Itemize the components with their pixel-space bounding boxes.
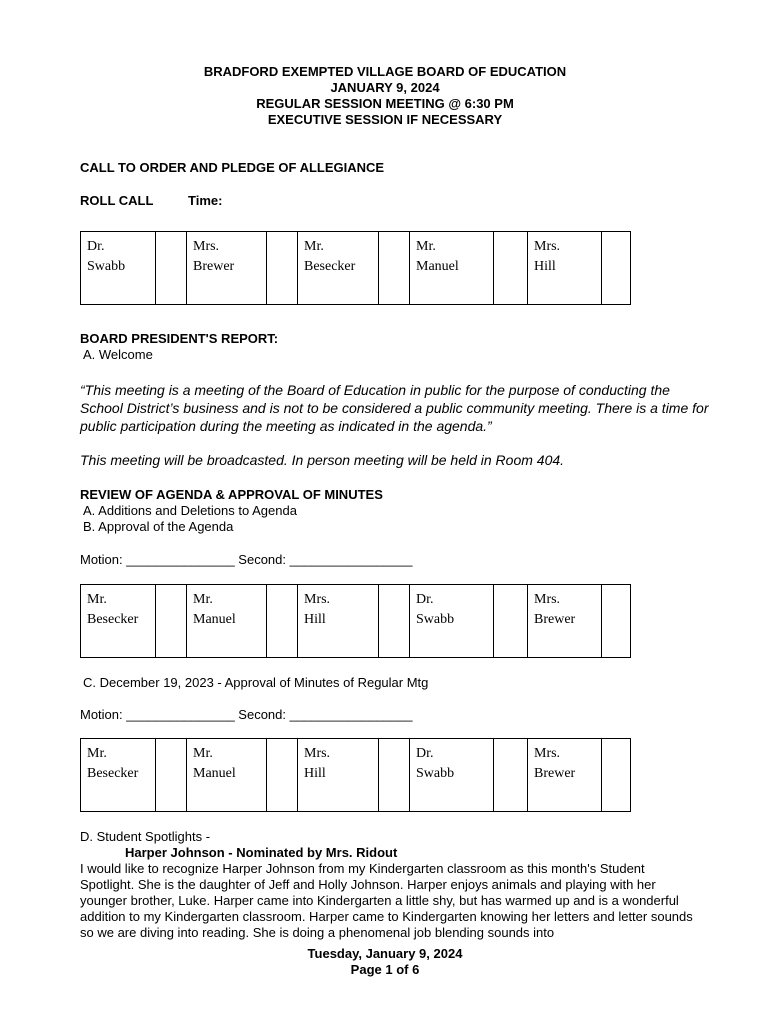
roll-call-time-label: Time: bbox=[188, 193, 223, 208]
vote-checkbox[interactable] bbox=[379, 739, 410, 812]
roll-member-manuel: Mr. Manuel bbox=[410, 232, 494, 305]
roll-checkbox[interactable] bbox=[267, 232, 298, 305]
vote-member-brewer: Mrs. Brewer bbox=[528, 585, 602, 658]
agenda-item-c: C. December 19, 2023 - Approval of Minutes of Regular Mtg bbox=[83, 675, 429, 690]
vote-checkbox[interactable] bbox=[494, 739, 528, 812]
welcome-item: A. Welcome bbox=[83, 347, 153, 362]
roll-checkbox[interactable] bbox=[156, 232, 187, 305]
footer-date: Tuesday, January 9, 2024 bbox=[307, 946, 463, 961]
roll-checkbox[interactable] bbox=[379, 232, 410, 305]
vote-member-swabb: Dr. Swabb bbox=[410, 585, 494, 658]
vote-member-brewer: Mrs. Brewer bbox=[528, 739, 602, 812]
vote-checkbox[interactable] bbox=[267, 585, 298, 658]
page-number: Page 1 of 6 bbox=[350, 962, 420, 977]
doc-title: BRADFORD EXEMPTED VILLAGE BOARD OF EDUCATION bbox=[203, 64, 567, 79]
agenda-item-d: D. Student Spotlights - bbox=[80, 829, 211, 844]
call-to-order-heading: CALL TO ORDER AND PLEDGE OF ALLEGIANCE bbox=[80, 160, 385, 175]
spotlight-nominee: Harper Johnson - Nominated by Mrs. Ridout bbox=[125, 845, 398, 860]
president-report-heading: BOARD PRESIDENT'S REPORT: bbox=[80, 331, 279, 346]
vote-checkbox[interactable] bbox=[156, 739, 187, 812]
vote-member-manuel: Mr. Manuel bbox=[187, 739, 267, 812]
vote-member-besecker: Mr. Besecker bbox=[81, 585, 156, 658]
broadcast-statement: This meeting will be broadcasted. In person meeting will be held in Room 404. bbox=[80, 452, 565, 468]
roll-call-label: ROLL CALL bbox=[80, 193, 154, 208]
roll-checkbox[interactable] bbox=[494, 232, 528, 305]
roll-member-hill: Mrs. Hill bbox=[528, 232, 602, 305]
meeting-date: JANUARY 9, 2024 bbox=[330, 80, 440, 95]
executive-session-line: EXECUTIVE SESSION IF NECESSARY bbox=[267, 112, 503, 127]
vote-member-manuel: Mr. Manuel bbox=[187, 585, 267, 658]
vote-checkbox[interactable] bbox=[379, 585, 410, 658]
session-line: REGULAR SESSION MEETING @ 6:30 PM bbox=[256, 96, 514, 111]
roll-member-brewer: Mrs. Brewer bbox=[187, 232, 267, 305]
roll-member-swabb: Dr. Swabb bbox=[81, 232, 156, 305]
vote-checkbox[interactable] bbox=[267, 739, 298, 812]
vote-checkbox[interactable] bbox=[602, 585, 631, 658]
agenda-item-b: B. Approval of the Agenda bbox=[83, 519, 234, 534]
vote-table-minutes bbox=[80, 738, 631, 812]
vote-member-swabb: Dr. Swabb bbox=[410, 739, 494, 812]
vote-checkbox[interactable] bbox=[494, 585, 528, 658]
roll-member-besecker: Mr. Besecker bbox=[298, 232, 379, 305]
agenda-item-a: A. Additions and Deletions to Agenda bbox=[83, 503, 297, 518]
vote-table-agenda bbox=[80, 584, 631, 658]
spotlight-body: I would like to recognize Harper Johnson from my Kindergarten classroom as this month's Student Spotlight. She is the daughter of Jeff and Holly Johnson. Harper enjoys animals and playing with her younger brother, Luke. Harper came into Kindergarten a little shy, but has warmed up and is a wonderful addition to my Kindergarten classroom. Harper came to Kindergarten knowing her letters and letter sounds so we are diving into reading. She is doing a phenomenal job blending sounds into bbox=[80, 861, 693, 940]
vote-checkbox[interactable] bbox=[156, 585, 187, 658]
vote-member-hill: Mrs. Hill bbox=[298, 585, 379, 658]
roll-checkbox[interactable] bbox=[602, 232, 631, 305]
roll-call-table bbox=[80, 231, 631, 305]
review-agenda-heading: REVIEW OF AGENDA & APPROVAL OF MINUTES bbox=[80, 487, 383, 502]
motion-line-1: Motion: _______________ Second: _________________ bbox=[80, 552, 413, 567]
vote-member-hill: Mrs. Hill bbox=[298, 739, 379, 812]
public-meeting-statement: “This meeting is a meeting of the Board of Education in public for the purpose of conducting the School District’s business and is not to be considered a public community meeting. There is a time for public participation during the meeting as indicated in the agenda.” bbox=[80, 382, 709, 434]
vote-checkbox[interactable] bbox=[602, 739, 631, 812]
motion-line-2: Motion: _______________ Second: _________________ bbox=[80, 707, 413, 722]
vote-member-besecker: Mr. Besecker bbox=[81, 739, 156, 812]
